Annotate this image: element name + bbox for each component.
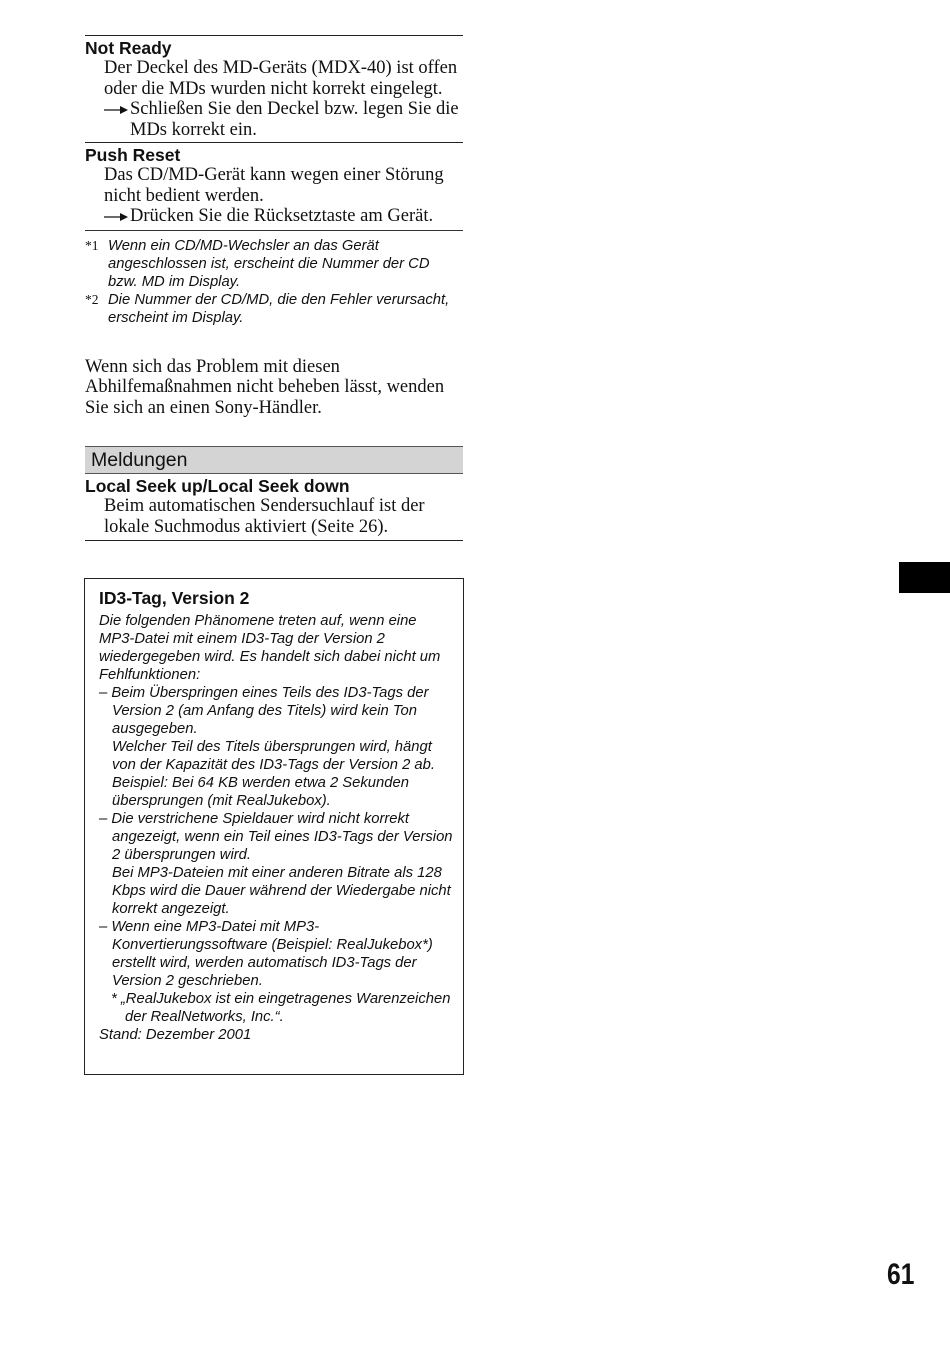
list-item-detail: Bei MP3-Dateien mit einer anderen Bitrate als 128 Kbps wird die Dauer während der Wiedergabe nicht korrekt angezeigt. <box>112 865 451 917</box>
entry-remedy <box>104 99 463 140</box>
arrow-right-icon <box>104 99 130 120</box>
entry-description: Das CD/MD-Gerät kann wegen einer Störung nicht bedient werden. <box>104 165 444 206</box>
message-entry <box>85 476 463 541</box>
remedy-text: Drücken Sie die Rücksetztaste am Gerät. <box>130 206 434 226</box>
help-paragraph: Wenn sich das Problem mit diesen Abhilfemaßnahmen nicht beheben lässt, wenden Sie sich an einen Sony-Händler. <box>85 356 445 418</box>
error-list <box>85 35 463 418</box>
footnote-text: Die Nummer der CD/MD, die den Fehler verursacht, erscheint im Display. <box>108 291 450 326</box>
footnote <box>85 291 463 327</box>
entry-title: Push Reset <box>85 145 181 165</box>
entry-remedy <box>104 206 463 227</box>
footnote-text: Wenn ein CD/MD-Wechsler an das Gerät angeschlossen ist, erscheint die Nummer der CD bzw. MD im Display. <box>108 237 430 290</box>
footnotes <box>85 230 463 327</box>
list-item: – Die verstrichene Spieldauer wird nicht korrekt angezeigt, wenn ein Teil eines ID3-Tags der Version 2 übersprungen wird. <box>99 811 453 863</box>
trademark-note: * „RealJukebox ist ein eingetragenes Warenzeichen der RealNetworks, Inc.“. <box>111 991 451 1025</box>
list-item-detail: Beispiel: Bei 64 KB werden etwa 2 Sekunden übersprungen (mit RealJukebox). <box>112 775 409 809</box>
footnote <box>85 237 463 291</box>
page-number: 61 <box>886 1258 914 1291</box>
id3-info-box <box>84 578 464 1075</box>
entry-title: Local Seek up/Local Seek down <box>85 476 350 496</box>
remedy-text: Schließen Sie den Deckel bzw. legen Sie die MDs korrekt ein. <box>130 99 459 140</box>
error-entry-not-ready <box>85 35 463 140</box>
list-item: – Beim Überspringen eines Teils des ID3-Tags der Version 2 (am Anfang des Titels) wird kein Ton ausgegeben. <box>99 685 429 737</box>
entry-title: Not Ready <box>85 38 172 58</box>
chapter-tab-marker <box>899 562 950 593</box>
footnote-mark: *2 <box>85 291 99 307</box>
entry-description: Der Deckel des MD-Geräts (MDX-40) ist offen oder die MDs wurden nicht korrekt eingelegt. <box>104 58 458 99</box>
status-date: Stand: Dezember 2001 <box>99 1027 252 1043</box>
footnote-mark: *1 <box>85 237 99 253</box>
section-header-messages <box>85 446 463 474</box>
box-title: ID3-Tag, Version 2 <box>99 588 250 608</box>
list-item-detail: Welcher Teil des Titels übersprungen wird, hängt von der Kapazität des ID3-Tags der Version 2 ab. <box>112 739 435 773</box>
error-entry-push-reset <box>85 142 463 227</box>
list-item: – Wenn eine MP3-Datei mit MP3-Konvertierungssoftware (Beispiel: RealJukebox*) erstellt wird, werden automatisch ID3-Tags der Version 2 geschrieben. <box>99 919 433 989</box>
section-heading: Meldungen <box>91 449 188 471</box>
arrow-right-icon <box>104 206 130 227</box>
box-intro: Die folgenden Phänomene treten auf, wenn eine MP3-Datei mit einem ID3-Tag der Version 2 wiedergegeben wird. Es handelt sich dabei nicht um Fehlfunktionen: <box>99 613 441 683</box>
entry-description: Beim automatischen Sendersuchlauf ist der lokale Suchmodus aktiviert (Seite 26). <box>104 496 425 537</box>
